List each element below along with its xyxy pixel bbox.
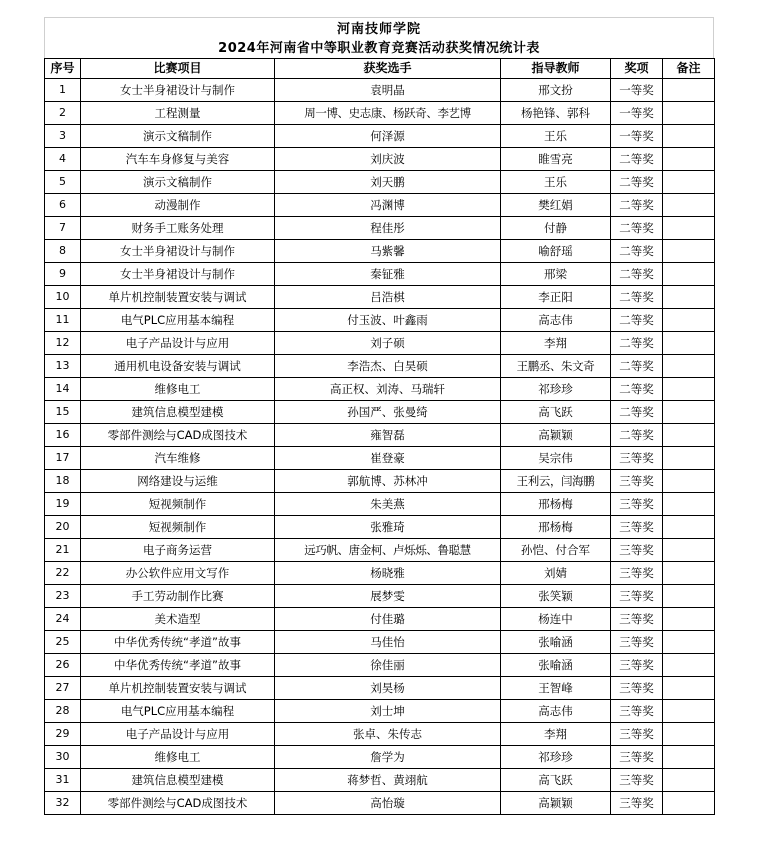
cell-event: 建筑信息模型建模 [81,401,275,424]
cell-teacher: 祁珍珍 [501,746,611,769]
cell-teacher: 高颖颖 [501,424,611,447]
table-row [45,355,715,378]
table-row [45,125,715,148]
cell-award: 三等奖 [611,562,663,585]
cell-teacher: 张喻涵 [501,654,611,677]
cell-event: 手工劳动制作比赛 [81,585,275,608]
cell-note [663,424,715,447]
cell-event: 中华优秀传统“孝道”故事 [81,631,275,654]
cell-teacher: 樊红娟 [501,194,611,217]
cell-event: 电子商务运营 [81,539,275,562]
cell-event: 中华优秀传统“孝道”故事 [81,654,275,677]
cell-index: 4 [45,148,81,171]
cell-award: 三等奖 [611,769,663,792]
cell-note [663,585,715,608]
table-row [45,631,715,654]
cell-index: 10 [45,286,81,309]
cell-teacher: 杨连中 [501,608,611,631]
cell-teacher: 张喻涵 [501,631,611,654]
table-row [45,792,715,815]
cell-award: 二等奖 [611,148,663,171]
cell-winner: 吕浩棋 [275,286,501,309]
table-row [45,309,715,332]
cell-note [663,677,715,700]
cell-teacher: 王乐 [501,171,611,194]
cell-award: 三等奖 [611,700,663,723]
header-note: 备注 [663,59,715,79]
cell-event: 汽车车身修复与美容 [81,148,275,171]
cell-note [663,769,715,792]
cell-winner: 高怡璇 [275,792,501,815]
cell-index: 27 [45,677,81,700]
cell-note [663,194,715,217]
cell-winner: 李浩杰、白昊硕 [275,355,501,378]
cell-event: 财务手工账务处理 [81,217,275,240]
cell-winner: 杨晓雅 [275,562,501,585]
cell-event: 汽车维修 [81,447,275,470]
cell-index: 28 [45,700,81,723]
cell-event: 电子产品设计与应用 [81,723,275,746]
cell-note [663,723,715,746]
cell-winner: 程佳彤 [275,217,501,240]
table-row [45,240,715,263]
cell-winner: 张卓、朱传志 [275,723,501,746]
cell-award: 三等奖 [611,585,663,608]
cell-index: 7 [45,217,81,240]
cell-index: 17 [45,447,81,470]
cell-winner: 孙国严、张曼绮 [275,401,501,424]
cell-index: 19 [45,493,81,516]
cell-teacher: 李翔 [501,332,611,355]
table-row [45,516,715,539]
cell-event: 女士半身裙设计与制作 [81,240,275,263]
cell-note [663,539,715,562]
cell-index: 31 [45,769,81,792]
cell-note [663,148,715,171]
table-row [45,677,715,700]
cell-teacher: 王乐 [501,125,611,148]
cell-award: 三等奖 [611,608,663,631]
cell-event: 美术造型 [81,608,275,631]
cell-teacher: 邢梁 [501,263,611,286]
cell-event: 演示文稿制作 [81,171,275,194]
cell-award: 三等奖 [611,516,663,539]
cell-award: 三等奖 [611,746,663,769]
cell-note [663,309,715,332]
cell-note [663,562,715,585]
cell-event: 演示文稿制作 [81,125,275,148]
table-row [45,332,715,355]
cell-winner: 高正权、刘涛、马瑞轩 [275,378,501,401]
table-row [45,723,715,746]
cell-note [663,240,715,263]
cell-event: 维修电工 [81,746,275,769]
cell-index: 6 [45,194,81,217]
cell-winner: 詹学为 [275,746,501,769]
table-row [45,769,715,792]
cell-event: 单片机控制装置安装与调试 [81,286,275,309]
cell-note [663,608,715,631]
cell-winner: 马紫馨 [275,240,501,263]
table-title: 2024年河南省中等职业教育竞赛活动获奖情况统计表 [218,41,540,56]
table-row [45,654,715,677]
cell-winner: 刘天鹏 [275,171,501,194]
cell-winner: 朱美燕 [275,493,501,516]
cell-note [663,470,715,493]
table-row [45,424,715,447]
table-row [45,401,715,424]
cell-teacher: 杨艳锋、郭科 [501,102,611,125]
table-row [45,447,715,470]
cell-event: 电子产品设计与应用 [81,332,275,355]
cell-teacher: 高颖颖 [501,792,611,815]
cell-index: 32 [45,792,81,815]
cell-winner: 崔登豪 [275,447,501,470]
cell-winner: 徐佳丽 [275,654,501,677]
cell-teacher: 张笑颖 [501,585,611,608]
table-row [45,263,715,286]
cell-winner: 远巧帆、唐金柯、卢烁烁、鲁聪慧 [275,539,501,562]
award-table [44,58,715,815]
cell-award: 三等奖 [611,792,663,815]
school-title: 河南技师学院 [336,22,421,37]
cell-index: 26 [45,654,81,677]
cell-note [663,401,715,424]
cell-event: 电气PLC应用基本编程 [81,700,275,723]
cell-teacher: 李正阳 [501,286,611,309]
cell-note [663,493,715,516]
cell-teacher: 吴宗伟 [501,447,611,470]
cell-winner: 马佳怡 [275,631,501,654]
table-row [45,700,715,723]
cell-note [663,102,715,125]
cell-note [663,79,715,102]
cell-award: 三等奖 [611,677,663,700]
cell-winner: 刘庆波 [275,148,501,171]
cell-winner: 雍智磊 [275,424,501,447]
cell-index: 5 [45,171,81,194]
cell-teacher: 付静 [501,217,611,240]
table-row [45,148,715,171]
cell-note [663,378,715,401]
table-row [45,539,715,562]
table-row [45,608,715,631]
table-row [45,286,715,309]
cell-award: 三等奖 [611,654,663,677]
cell-index: 2 [45,102,81,125]
cell-teacher: 王智峰 [501,677,611,700]
cell-winner: 冯渊博 [275,194,501,217]
cell-award: 二等奖 [611,263,663,286]
cell-award: 二等奖 [611,424,663,447]
cell-winner: 展梦雯 [275,585,501,608]
title-block [44,17,714,58]
cell-award: 二等奖 [611,401,663,424]
cell-note [663,792,715,815]
cell-teacher: 高飞跃 [501,401,611,424]
cell-index: 21 [45,539,81,562]
cell-event: 女士半身裙设计与制作 [81,79,275,102]
cell-award: 二等奖 [611,194,663,217]
cell-index: 24 [45,608,81,631]
table-row [45,217,715,240]
cell-index: 20 [45,516,81,539]
cell-winner: 付玉波、叶鑫雨 [275,309,501,332]
cell-teacher: 祁珍珍 [501,378,611,401]
cell-index: 18 [45,470,81,493]
table-row [45,493,715,516]
cell-award: 一等奖 [611,125,663,148]
cell-note [663,286,715,309]
cell-note [663,516,715,539]
cell-winner: 付佳璐 [275,608,501,631]
cell-event: 单片机控制装置安装与调试 [81,677,275,700]
cell-event: 维修电工 [81,378,275,401]
cell-index: 12 [45,332,81,355]
cell-teacher: 李翔 [501,723,611,746]
cell-award: 二等奖 [611,217,663,240]
cell-award: 三等奖 [611,493,663,516]
cell-note [663,355,715,378]
cell-winner: 刘昊杨 [275,677,501,700]
cell-award: 三等奖 [611,470,663,493]
cell-winner: 何泽源 [275,125,501,148]
header-winner: 获奖选手 [275,59,501,79]
cell-award: 二等奖 [611,171,663,194]
cell-index: 14 [45,378,81,401]
cell-note [663,654,715,677]
cell-index: 1 [45,79,81,102]
cell-event: 动漫制作 [81,194,275,217]
cell-note [663,332,715,355]
cell-event: 工程测量 [81,102,275,125]
cell-teacher: 刘婧 [501,562,611,585]
cell-event: 电气PLC应用基本编程 [81,309,275,332]
cell-teacher: 喻舒瑶 [501,240,611,263]
cell-award: 二等奖 [611,332,663,355]
award-statistics-sheet [44,17,714,815]
cell-index: 13 [45,355,81,378]
cell-teacher: 高志伟 [501,700,611,723]
table-body [45,79,715,815]
header-teacher: 指导教师 [501,59,611,79]
cell-event: 办公软件应用文写作 [81,562,275,585]
cell-note [663,631,715,654]
cell-teacher: 高飞跃 [501,769,611,792]
cell-teacher: 邢杨梅 [501,493,611,516]
cell-note [663,171,715,194]
table-row [45,746,715,769]
cell-event: 短视频制作 [81,516,275,539]
cell-teacher: 邢文扮 [501,79,611,102]
cell-event: 短视频制作 [81,493,275,516]
header-event: 比赛项目 [81,59,275,79]
cell-event: 零部件测绘与CAD成图技术 [81,792,275,815]
cell-winner: 郭航博、苏林冲 [275,470,501,493]
cell-winner: 刘士坤 [275,700,501,723]
cell-index: 25 [45,631,81,654]
cell-award: 一等奖 [611,102,663,125]
table-row [45,470,715,493]
table-row [45,79,715,102]
cell-event: 零部件测绘与CAD成图技术 [81,424,275,447]
cell-award: 二等奖 [611,309,663,332]
cell-award: 二等奖 [611,378,663,401]
cell-winner: 袁明晶 [275,79,501,102]
cell-award: 三等奖 [611,539,663,562]
cell-index: 9 [45,263,81,286]
cell-winner: 张雅琦 [275,516,501,539]
cell-teacher: 王利云，闫海鹏 [501,470,611,493]
cell-event: 网络建设与运维 [81,470,275,493]
cell-winner: 周一博、史志康、杨跃奇、李艺博 [275,102,501,125]
cell-index: 29 [45,723,81,746]
cell-winner: 蒋梦哲、黄翊航 [275,769,501,792]
cell-winner: 秦钲雅 [275,263,501,286]
cell-note [663,700,715,723]
cell-teacher: 睢雪亮 [501,148,611,171]
table-row [45,171,715,194]
cell-award: 二等奖 [611,355,663,378]
header-index: 序号 [45,59,81,79]
cell-winner: 刘子硕 [275,332,501,355]
table-row [45,102,715,125]
table-row [45,378,715,401]
cell-event: 女士半身裙设计与制作 [81,263,275,286]
cell-award: 一等奖 [611,79,663,102]
cell-award: 二等奖 [611,240,663,263]
cell-note [663,125,715,148]
cell-index: 30 [45,746,81,769]
cell-note [663,263,715,286]
cell-index: 3 [45,125,81,148]
cell-award: 三等奖 [611,723,663,746]
cell-teacher: 孙恺、付合军 [501,539,611,562]
cell-note [663,217,715,240]
cell-teacher: 王鹏丞、朱文奇 [501,355,611,378]
table-row [45,194,715,217]
cell-index: 8 [45,240,81,263]
cell-note [663,447,715,470]
header-row [45,59,715,79]
cell-note [663,746,715,769]
cell-index: 22 [45,562,81,585]
cell-teacher: 高志伟 [501,309,611,332]
cell-index: 16 [45,424,81,447]
cell-index: 23 [45,585,81,608]
header-award: 奖项 [611,59,663,79]
cell-index: 11 [45,309,81,332]
cell-award: 三等奖 [611,631,663,654]
table-row [45,585,715,608]
cell-teacher: 邢杨梅 [501,516,611,539]
table-row [45,562,715,585]
cell-event: 建筑信息模型建模 [81,769,275,792]
cell-index: 15 [45,401,81,424]
cell-award: 二等奖 [611,286,663,309]
cell-event: 通用机电设备安装与调试 [81,355,275,378]
cell-award: 三等奖 [611,447,663,470]
